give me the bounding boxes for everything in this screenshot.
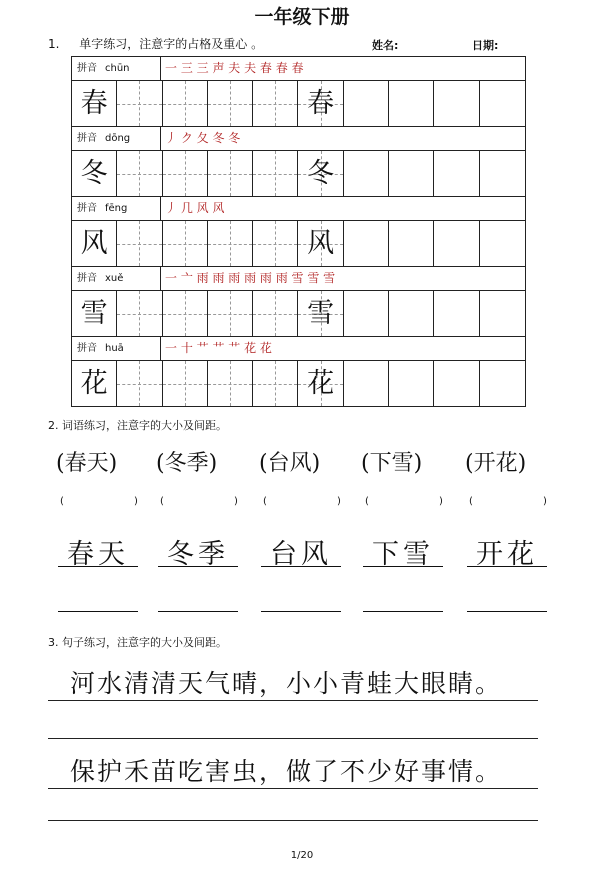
character-row <box>72 221 525 267</box>
date-label: 日期: <box>472 39 499 52</box>
writing-cell[interactable] <box>72 81 117 126</box>
pinyin-text: dōng <box>105 133 131 144</box>
model-character: 雪 <box>80 298 108 329</box>
writing-cell[interactable] <box>434 151 479 196</box>
writing-cell[interactable] <box>163 81 208 126</box>
writing-cell[interactable] <box>344 151 389 196</box>
writing-cell[interactable] <box>344 81 389 126</box>
word-in-parens <box>361 446 422 477</box>
writing-cell[interactable] <box>117 291 162 336</box>
model-word: 冬季 <box>167 539 229 570</box>
writing-cell[interactable] <box>72 151 117 196</box>
writing-cell[interactable] <box>434 221 479 266</box>
pinyin-blank-close: ) <box>234 496 238 507</box>
writing-cell[interactable] <box>72 291 117 336</box>
character-row <box>72 151 525 197</box>
stroke-order: 一 三 三 声 夫 夫 春 春 春 <box>165 61 304 75</box>
paren-open: ( <box>465 451 474 476</box>
page-number: 1/20 <box>290 850 314 861</box>
writing-cell[interactable] <box>117 151 162 196</box>
word-writing-line[interactable] <box>261 611 341 612</box>
writing-cell[interactable] <box>253 81 298 126</box>
writing-cell[interactable] <box>163 291 208 336</box>
pinyin-blank-open: ( <box>160 496 164 507</box>
paren-close: ) <box>413 451 423 476</box>
stroke-order: 丿 几 风 风 <box>165 201 225 215</box>
writing-cell[interactable] <box>480 81 525 126</box>
writing-cell[interactable] <box>389 221 434 266</box>
writing-cell[interactable] <box>163 361 208 406</box>
writing-cell[interactable] <box>480 221 525 266</box>
model-character: 冬 <box>80 158 108 189</box>
stroke-order: 一 亠 雨 雨 雨 雨 雨 雨 雪 雪 雪 <box>165 271 336 285</box>
writing-cell[interactable] <box>253 291 298 336</box>
pinyin-row <box>72 197 525 221</box>
paren-close: ) <box>108 451 118 476</box>
writing-cell[interactable] <box>389 291 434 336</box>
model-sentence: 河水清清天气晴，小小青蛙大眼睛。 <box>70 669 503 698</box>
pinyin-text: chūn <box>105 63 130 74</box>
writing-cell[interactable] <box>208 291 253 336</box>
pinyin-cell <box>72 127 161 150</box>
writing-cell[interactable] <box>298 81 343 126</box>
stroke-order: 一 十 艹 艹 艹 花 花 <box>165 341 272 355</box>
pinyin-row <box>72 57 525 81</box>
writing-cell[interactable] <box>480 361 525 406</box>
model-character: 春 <box>307 88 335 119</box>
section2-heading: 2. 词语练习，注意字的大小及间距。 <box>48 419 227 432</box>
writing-cell[interactable] <box>298 291 343 336</box>
pinyin-row <box>72 337 525 361</box>
page-title: 一年级下册 <box>254 6 350 28</box>
word-writing-line[interactable] <box>467 611 547 612</box>
writing-cell[interactable] <box>72 361 117 406</box>
model-character: 花 <box>307 368 335 399</box>
name-label: 姓名: <box>372 39 399 52</box>
writing-cell[interactable] <box>253 221 298 266</box>
writing-cell[interactable] <box>208 81 253 126</box>
writing-cell[interactable] <box>117 361 162 406</box>
word-underline <box>158 566 238 567</box>
writing-cell[interactable] <box>389 361 434 406</box>
pinyin-row <box>72 267 525 291</box>
model-word: 春天 <box>67 539 129 570</box>
word-underline <box>467 566 547 567</box>
word-in-parens <box>56 446 117 477</box>
paren-open: ( <box>156 451 165 476</box>
pinyin-cell <box>72 197 161 220</box>
writing-cell[interactable] <box>389 81 434 126</box>
writing-cell[interactable] <box>434 291 479 336</box>
model-word: 开花 <box>476 539 538 570</box>
character-row <box>72 81 525 127</box>
writing-cell[interactable] <box>434 361 479 406</box>
pinyin-prefix: 拼音 <box>77 343 97 354</box>
paren-close: ) <box>208 451 218 476</box>
word-underline <box>58 566 138 567</box>
word-writing-line[interactable] <box>158 611 238 612</box>
pinyin-cell <box>72 337 161 360</box>
section1-number: 1. <box>48 37 60 51</box>
word-in-parens <box>156 446 217 477</box>
word-text: 开花 <box>473 451 518 476</box>
writing-cell[interactable] <box>389 151 434 196</box>
model-word: 下雪 <box>372 539 434 570</box>
writing-cell[interactable] <box>480 291 525 336</box>
writing-cell[interactable] <box>163 221 208 266</box>
pinyin-text: xuě <box>105 273 124 284</box>
pinyin-cell <box>72 267 161 290</box>
model-character: 风 <box>307 228 335 259</box>
model-character: 雪 <box>307 298 335 329</box>
word-text: 下雪 <box>369 451 414 476</box>
writing-cell[interactable] <box>298 221 343 266</box>
writing-cell[interactable] <box>298 361 343 406</box>
pinyin-cell <box>72 57 161 80</box>
pinyin-row <box>72 127 525 151</box>
pinyin-prefix: 拼音 <box>77 273 97 284</box>
pinyin-prefix: 拼音 <box>77 133 97 144</box>
pinyin-blank-close: ) <box>134 496 138 507</box>
writing-cell[interactable] <box>208 221 253 266</box>
paren-close: ) <box>311 451 321 476</box>
pinyin-blank-close: ) <box>337 496 341 507</box>
word-writing-line[interactable] <box>58 611 138 612</box>
writing-cell[interactable] <box>344 221 389 266</box>
word-in-parens <box>259 446 320 477</box>
model-character: 花 <box>80 368 108 399</box>
model-character: 春 <box>80 88 108 119</box>
pinyin-blank-open: ( <box>263 496 267 507</box>
stroke-order: 丿 ク 夂 冬 冬 <box>165 131 241 145</box>
word-text: 冬季 <box>164 451 209 476</box>
pinyin-blank-open: ( <box>60 496 64 507</box>
writing-cell[interactable] <box>253 151 298 196</box>
pinyin-blank-close: ) <box>439 496 443 507</box>
character-row <box>72 291 525 337</box>
sentence-underline <box>48 788 538 789</box>
sentence-underline <box>48 700 538 701</box>
pinyin-blank-open: ( <box>365 496 369 507</box>
writing-cell[interactable] <box>72 221 117 266</box>
model-character: 风 <box>80 228 108 259</box>
word-writing-line[interactable] <box>363 611 443 612</box>
pinyin-prefix: 拼音 <box>77 203 97 214</box>
section1-heading <box>48 35 263 52</box>
word-underline <box>261 566 341 567</box>
writing-cell[interactable] <box>344 291 389 336</box>
sentence-writing-line[interactable] <box>48 738 538 739</box>
writing-cell[interactable] <box>434 81 479 126</box>
pinyin-text: huā <box>105 343 124 354</box>
paren-open: ( <box>56 451 65 476</box>
character-row <box>72 361 525 406</box>
model-word: 台风 <box>270 539 332 570</box>
pinyin-blank-open: ( <box>469 496 473 507</box>
word-underline <box>363 566 443 567</box>
pinyin-prefix: 拼音 <box>77 63 97 74</box>
pinyin-blank-close: ) <box>543 496 547 507</box>
writing-cell[interactable] <box>117 81 162 126</box>
character-practice-grid <box>71 56 526 407</box>
sentence-writing-line[interactable] <box>48 820 538 821</box>
word-in-parens <box>465 446 526 477</box>
writing-cell[interactable] <box>208 151 253 196</box>
section3-heading: 3. 句子练习，注意字的大小及间距。 <box>48 636 227 649</box>
model-character: 冬 <box>307 158 335 189</box>
section1-instruction: 单字练习，注意字的占格及重心 。 <box>79 37 264 51</box>
word-text: 台风 <box>267 451 312 476</box>
paren-open: ( <box>259 451 268 476</box>
paren-open: ( <box>361 451 370 476</box>
writing-cell[interactable] <box>163 151 208 196</box>
paren-close: ) <box>517 451 527 476</box>
model-sentence: 保护禾苗吃害虫，做了不少好事情。 <box>70 757 503 786</box>
pinyin-text: fēng <box>105 203 128 214</box>
writing-cell[interactable] <box>344 361 389 406</box>
writing-cell[interactable] <box>480 151 525 196</box>
writing-cell[interactable] <box>117 221 162 266</box>
word-text: 春天 <box>64 451 109 476</box>
writing-cell[interactable] <box>298 151 343 196</box>
writing-cell[interactable] <box>253 361 298 406</box>
writing-cell[interactable] <box>208 361 253 406</box>
